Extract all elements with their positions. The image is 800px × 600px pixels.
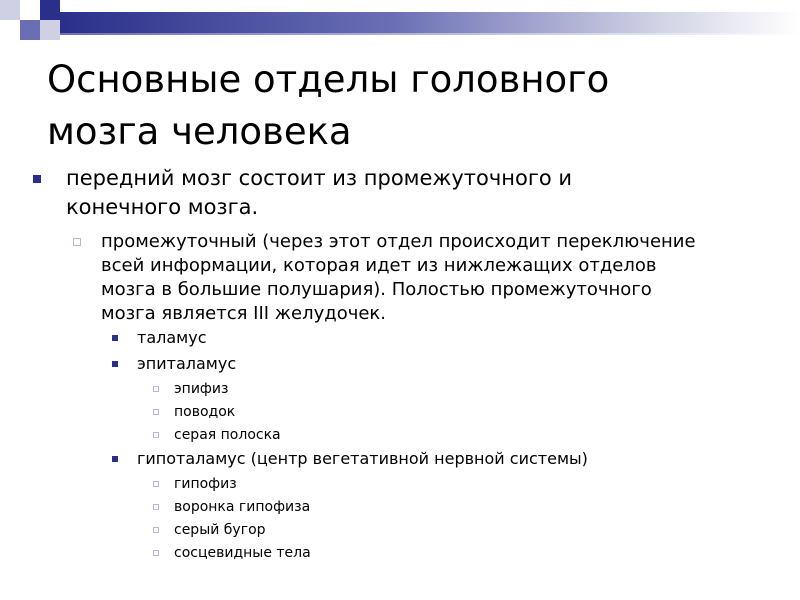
bullet-text: гипофиз [174, 476, 237, 492]
slide-title [47, 54, 767, 158]
bullet-text: серая полоска [174, 427, 281, 443]
hollow-square-bullet-icon [153, 386, 159, 392]
bullet-text: передний мозг состоит из промежуточного и [66, 166, 573, 190]
bullet-item [137, 327, 777, 349]
bullet-item [174, 402, 774, 422]
decor-square [0, 20, 20, 40]
hollow-square-bullet-icon [153, 432, 159, 438]
bullet-text: эпифиз [174, 381, 229, 397]
bullet-text: всей информации, которая идет из нижлежащих отделов [101, 255, 657, 276]
hollow-square-bullet-icon [153, 550, 159, 556]
bullet-item [174, 379, 774, 399]
bullet-text: сосцевидные тела [174, 545, 311, 561]
bullet-text: мозга в большие полушария). Полостью промежуточного [101, 279, 652, 300]
decor-square [0, 0, 20, 20]
decor-square [40, 20, 60, 40]
bullet-text: таламус [137, 328, 207, 347]
bullet-text: серый бугор [174, 522, 266, 538]
bullet-item [174, 497, 774, 517]
header-gradient-bar [60, 12, 800, 33]
square-bullet-icon [33, 175, 41, 183]
bullet-text: гипоталамус (центр вегетативной нервной системы) [137, 449, 588, 468]
hollow-square-bullet-icon [153, 481, 159, 487]
bullet-text: мозга является III желудочек. [101, 303, 387, 324]
bullet-item [66, 164, 706, 222]
hollow-square-bullet-icon [153, 527, 159, 533]
bullet-item [174, 543, 774, 563]
bullet-text: конечного мозга. [66, 195, 259, 219]
square-bullet-icon [112, 335, 118, 341]
bullet-item [137, 448, 777, 470]
bullet-item [137, 353, 777, 375]
square-bullet-icon [112, 456, 118, 462]
decor-square [40, 0, 60, 20]
bullet-item [174, 520, 774, 540]
bullet-text: промежуточный (через этот отдел происходит переключение [101, 231, 696, 252]
slide-title-line-2: мозга человека [47, 110, 352, 153]
bullet-text: воронка гипофиза [174, 499, 311, 515]
bullet-text: эпиталамус [137, 354, 237, 373]
slide-title-line-1: Основные отделы головного [47, 58, 610, 101]
header-rule [60, 33, 800, 35]
decor-square [20, 0, 40, 20]
bullet-item [174, 425, 774, 445]
bullet-item [174, 474, 774, 494]
hollow-square-bullet-icon [153, 504, 159, 510]
bullet-text: поводок [174, 404, 236, 420]
hollow-square-bullet-icon [73, 238, 81, 246]
bullet-item [101, 230, 791, 326]
decor-square [20, 20, 40, 40]
square-bullet-icon [112, 361, 118, 367]
hollow-square-bullet-icon [153, 409, 159, 415]
